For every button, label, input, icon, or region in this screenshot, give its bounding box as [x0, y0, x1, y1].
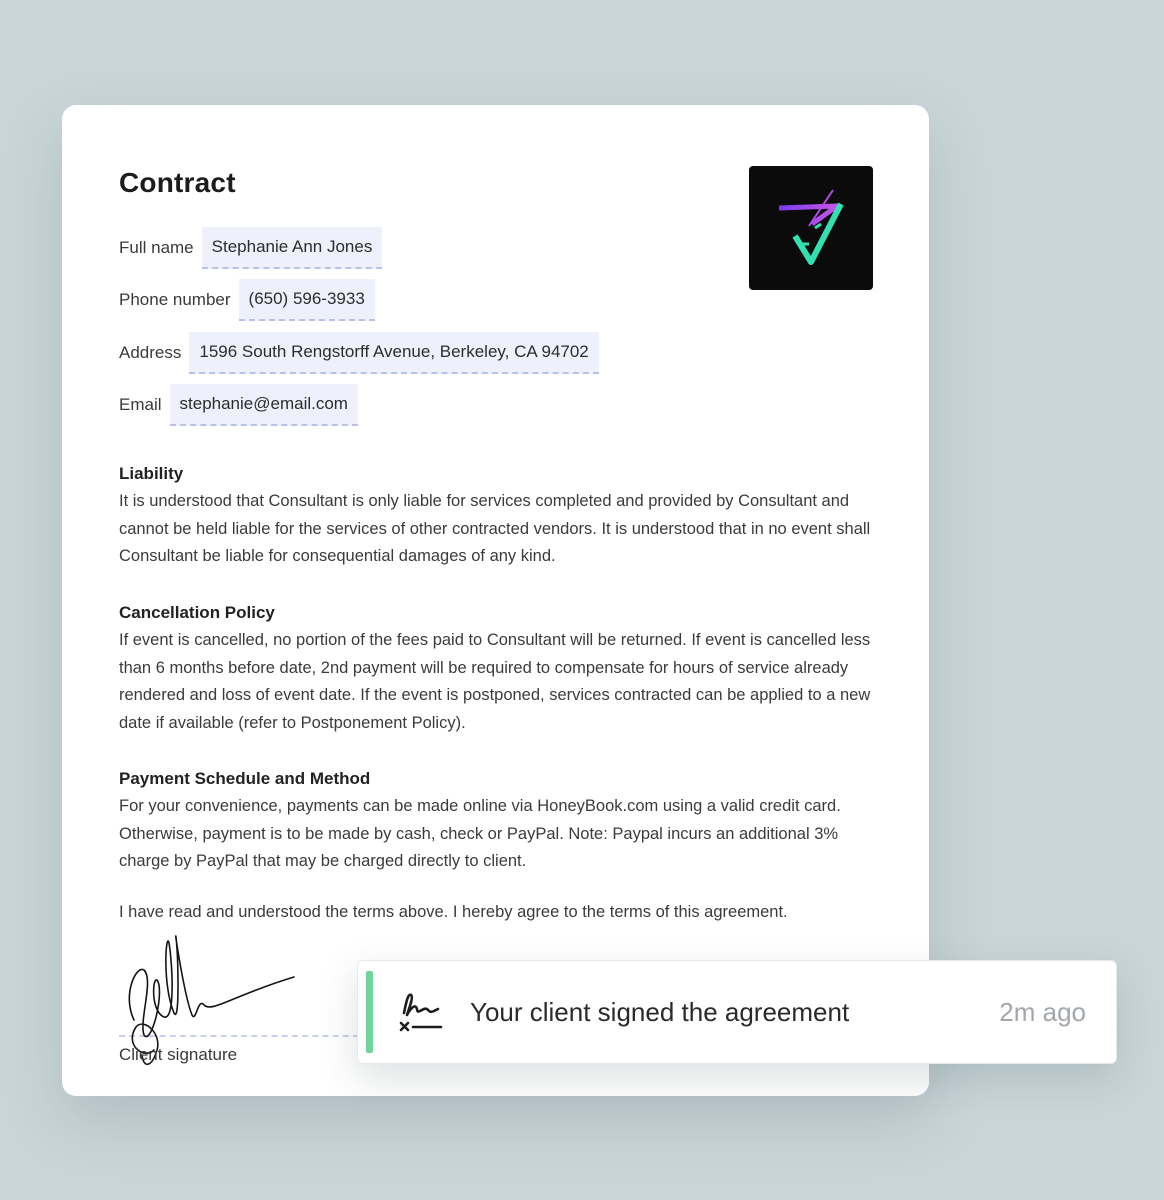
section-payment-schedule	[119, 765, 889, 876]
notification-message: Your client signed the agreement	[470, 997, 850, 1027]
signature-label: Client signature	[119, 1045, 238, 1064]
field-full-name	[119, 227, 382, 269]
signed-notification[interactable]	[357, 960, 1117, 1064]
notification-accent	[366, 971, 373, 1053]
section-body: If event is cancelled, no portion of the fees paid to Consultant will be returned. If event is cancelled less than 6 months before date, 2nd payment will be required to compensate for hours of service already rendered and loss of event date. If the event is postponed, services contracted can be applied to a new date if available (refer to Postponement Policy).	[119, 631, 871, 733]
phone-number-field[interactable]: (650) 596-3933	[239, 279, 375, 321]
field-label: Full name	[119, 238, 194, 257]
section-body: It is understood that Consultant is only liable for services completed and provided by Consultant and cannot be held liable for the services of other contracted vendors. It is understood that in no event shall Consultant be liable for consequential damages of any kind.	[119, 492, 871, 566]
address-field[interactable]: 1596 South Rengstorff Avenue, Berkeley, CA 94702	[189, 332, 598, 374]
contract-card	[62, 105, 929, 1096]
contract-title: Contract	[119, 167, 236, 198]
field-label: Email	[119, 395, 162, 414]
section-title: Liability	[119, 464, 184, 483]
field-email	[119, 384, 358, 426]
field-label: Address	[119, 343, 182, 362]
email-field[interactable]: stephanie@email.com	[170, 384, 358, 426]
section-cancellation-policy	[119, 599, 889, 738]
field-phone-number	[119, 279, 375, 321]
section-title: Cancellation Policy	[119, 603, 275, 622]
brand-logo-icon	[749, 166, 873, 290]
section-liability	[119, 460, 889, 571]
field-address	[119, 332, 599, 374]
section-body: For your convenience, payments can be made online via HoneyBook.com using a valid credit card. Otherwise, payment is to be made by cash, check or PayPal. Note: Paypal incurs an additional 3% charge by PayPal that may be charged directly to client.	[119, 797, 841, 871]
agreement-text: I have read and understood the terms above. I hereby agree to the terms of this agreement.	[119, 903, 788, 921]
notification-time: 2m ago	[999, 997, 1086, 1027]
field-label: Phone number	[119, 290, 231, 309]
section-title: Payment Schedule and Method	[119, 769, 371, 788]
signature-icon	[396, 987, 446, 1037]
full-name-field[interactable]: Stephanie Ann Jones	[202, 227, 383, 269]
